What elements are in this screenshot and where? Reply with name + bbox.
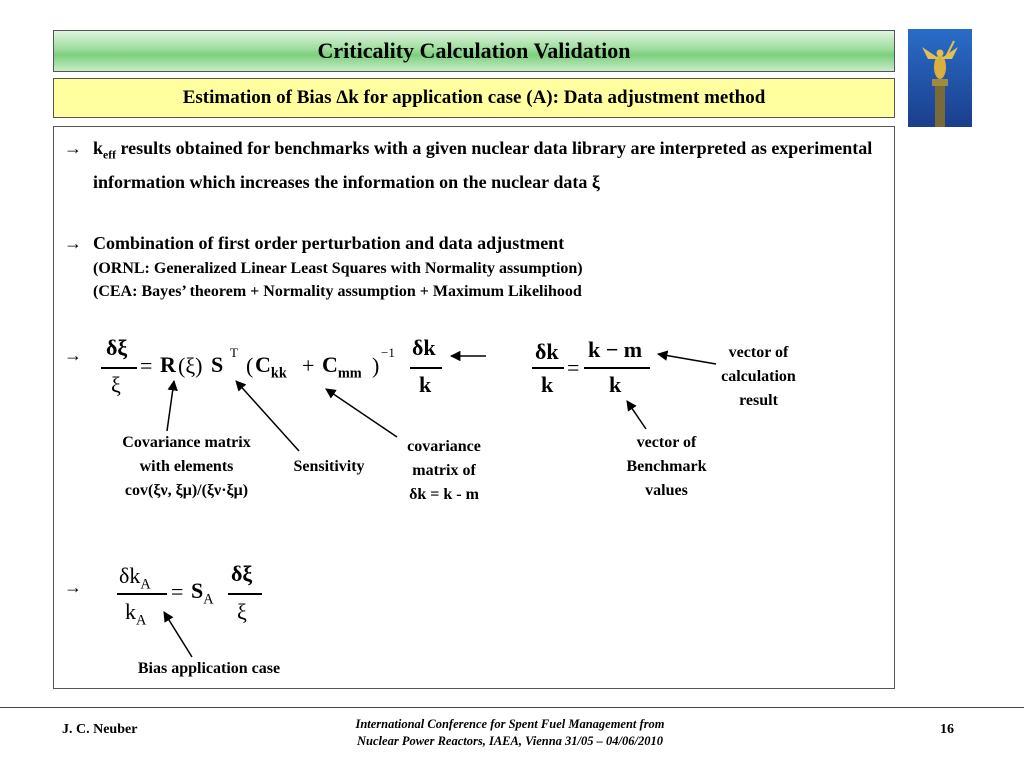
eq3-equals: = bbox=[171, 579, 184, 604]
eq2-equals: = bbox=[567, 355, 580, 380]
arrow-icon: → bbox=[64, 138, 82, 158]
eq1-R: R bbox=[160, 352, 176, 377]
footer-divider bbox=[0, 707, 1024, 708]
ornl-note: (ORNL: Generalized Linear Least Squares with Normality assumption) bbox=[93, 260, 583, 277]
eq2-denominator: k bbox=[541, 372, 554, 397]
slide-title bbox=[53, 30, 895, 72]
eq1-rhs-numerator: δk bbox=[412, 335, 436, 360]
eq1-rhs-denominator: k bbox=[419, 372, 432, 397]
sensitivity-text: Sensitivity bbox=[293, 458, 365, 475]
victory-column-logo bbox=[908, 29, 972, 127]
arrow-icon: → bbox=[64, 233, 82, 253]
calc-line1: vector of bbox=[728, 344, 789, 361]
eq1-plus: + bbox=[302, 353, 315, 378]
calc-line2: calculation bbox=[721, 368, 796, 385]
arrow-icon: → bbox=[64, 577, 82, 597]
arrow-to-sensitivity bbox=[236, 381, 299, 451]
slide-title-text: Criticality Calculation Validation bbox=[317, 38, 631, 63]
eq1-open-paren: ( bbox=[246, 353, 254, 378]
bench-line2: Benchmark bbox=[626, 458, 707, 475]
cea-note: (CEA: Bayes’ theorem + Normality assumption + Maximum Likelihood bbox=[93, 283, 582, 300]
arrow-to-calc-result bbox=[658, 354, 716, 364]
eq3-den-main: k bbox=[125, 599, 136, 624]
eq3-S-sub: A bbox=[203, 591, 214, 608]
annotation-arrows bbox=[54, 127, 894, 688]
eq1-denominator: ξ bbox=[111, 372, 121, 397]
eq1-xi-paren: (ξ) bbox=[178, 353, 203, 378]
eq1-numerator: δξ bbox=[106, 335, 128, 360]
eq1-transpose: T bbox=[230, 345, 238, 360]
arrow-to-covariance-xi bbox=[167, 381, 174, 431]
keff-description: results obtained for benchmarks with a given nuclear data library are interpreted as experimental information which increases the information on the nuclear data ξ bbox=[93, 138, 873, 192]
eq1-kk-sub: kk bbox=[270, 365, 287, 382]
eq3-num-main: δk bbox=[119, 563, 141, 588]
conf-line2: Nuclear Power Reactors, IAEA, Vienna 31/05 – 04/06/2010 bbox=[357, 734, 663, 748]
arrow-to-benchmark bbox=[627, 401, 646, 429]
eq1-S: S bbox=[211, 352, 224, 377]
arrow-icon: → bbox=[64, 345, 82, 365]
eq3-rhs-numerator: δξ bbox=[231, 561, 253, 586]
eq2-numerator: δk bbox=[535, 339, 559, 364]
eq1-equals: = bbox=[140, 353, 153, 378]
combination-heading: Combination of first order perturbation and data adjustment bbox=[93, 233, 565, 253]
keff-k: k bbox=[93, 138, 104, 158]
eq1-close-paren: ) bbox=[372, 353, 380, 378]
bench-line3: values bbox=[645, 482, 688, 499]
covk-line3: δk = k - m bbox=[409, 486, 479, 503]
eq1-mm-sub: mm bbox=[337, 365, 362, 382]
slide-subtitle bbox=[53, 78, 895, 118]
cov-line1: Covariance matrix bbox=[122, 434, 251, 451]
footer-conference bbox=[280, 716, 740, 750]
bench-line1: vector of bbox=[636, 434, 697, 451]
conf-line1: International Conference for Spent Fuel Management from bbox=[355, 717, 665, 731]
eq1-inverse: −1 bbox=[381, 345, 395, 360]
arrow-to-bias-application bbox=[164, 612, 192, 657]
eq3-num-sub: A bbox=[140, 576, 151, 593]
cov-line3: cov(ξν, ξμ)/(ξν·ξμ) bbox=[124, 482, 249, 499]
eq2-rhs-denominator: k bbox=[609, 372, 622, 397]
covk-line1: covariance bbox=[407, 438, 481, 455]
keff-sub: eff bbox=[103, 148, 116, 162]
eq3-den-sub: A bbox=[136, 612, 147, 629]
eq1-C-letter: C bbox=[322, 352, 338, 377]
bias-text: Bias application case bbox=[137, 660, 281, 677]
footer-author: J. C. Neuber bbox=[62, 722, 138, 737]
eq2-rhs-numerator: k − m bbox=[588, 337, 643, 362]
content-box bbox=[53, 126, 895, 689]
arrow-to-covariance-k bbox=[326, 389, 397, 437]
calc-line3: result bbox=[739, 392, 778, 409]
page-number: 16 bbox=[940, 722, 954, 737]
eq1-C-letter: C bbox=[255, 352, 271, 377]
cov-line2: with elements bbox=[139, 458, 234, 475]
eq3-S-main: S bbox=[191, 578, 204, 603]
eq3-rhs-denominator: ξ bbox=[237, 599, 247, 624]
covk-line2: matrix of bbox=[412, 462, 476, 479]
slide-subtitle-text: Estimation of Bias Δk for application case (A): Data adjustment method bbox=[182, 87, 766, 108]
